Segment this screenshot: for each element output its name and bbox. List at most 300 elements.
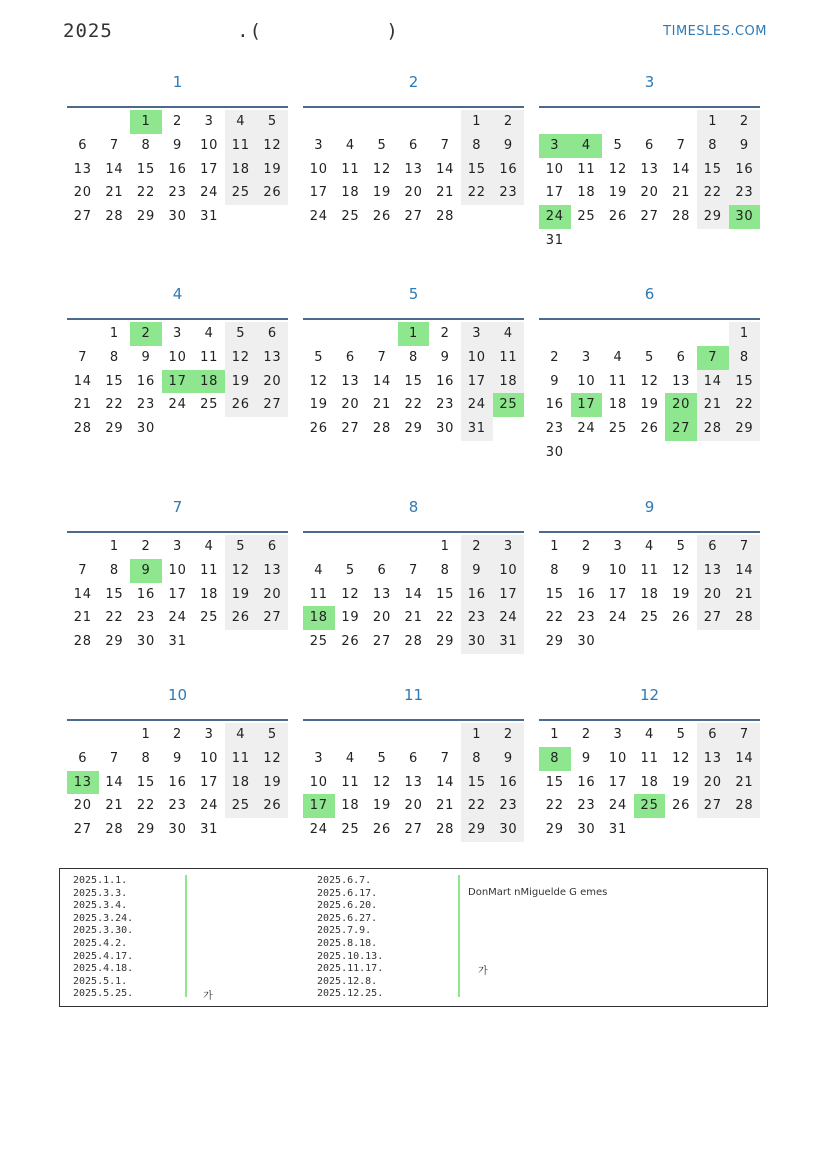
day-cell: 30 [577,634,596,650]
day-cell: 24 [608,798,628,814]
day-cell: 19 [341,610,360,626]
day-cell: 30 [136,421,156,437]
day-cell: 20 [257,583,289,607]
day-cell: 25 [493,393,525,417]
day-cell: 31 [168,634,187,650]
month-10 [67,685,288,838]
day-cell: 30 [136,634,156,650]
day-cell: 23 [493,794,525,818]
day-cell: 18 [225,771,257,795]
day-cell: 22 [136,185,156,201]
day-cell: 18 [640,774,659,790]
day-cell: 8 [461,747,493,771]
day-cell: 28 [697,417,729,441]
day-cell: 23 [136,610,156,626]
day-cell: 19 [672,774,691,790]
month-4 [67,284,288,437]
day-cell: 20 [697,771,729,795]
day-cell: 9 [550,373,560,389]
day-cell: 28 [404,634,423,650]
day-cell: 20 [665,393,697,417]
day-cell: 28 [729,606,761,630]
day-cell: 4 [493,322,525,346]
day-cell: 18 [303,606,335,630]
day-cell: 29 [136,209,156,225]
day-cell: 17 [608,774,628,790]
day-cell: 27 [665,417,697,441]
holiday-date: 2025.6.17. [317,887,378,899]
day-cell: 30 [461,630,493,654]
day-cell: 18 [225,158,257,182]
day-cell: 21 [436,185,455,201]
day-cell: 3 [581,349,591,365]
day-cell: 31 [608,822,628,838]
day-cell: 27 [257,393,289,417]
day-cell: 31 [200,209,219,225]
day-cell: 7 [440,750,450,766]
day-cell: 24 [577,421,596,437]
day-cell: 7 [676,137,686,153]
day-cell: 1 [697,110,729,134]
day-cell: 8 [550,562,560,578]
day-cell: 11 [200,562,219,578]
day-cell: 27 [257,606,289,630]
day-cell: 26 [225,606,257,630]
day-cell: 31 [200,822,219,838]
month-title: 5 [408,285,419,303]
day-cell: 28 [729,794,761,818]
month-title: 2 [408,73,419,91]
day-cell: 24 [309,209,328,225]
month-1 [67,72,288,225]
day-cell: 8 [409,349,419,365]
day-cell: 31 [461,417,493,441]
day-cell: 13 [257,346,289,370]
day-cell: 27 [697,606,729,630]
day-cell: 15 [136,161,156,177]
day-cell: 20 [341,397,360,413]
day-cell: 21 [436,798,455,814]
day-cell: 25 [341,822,360,838]
day-cell: 7 [109,137,119,153]
day-cell: 7 [440,137,450,153]
day-cell: 11 [640,750,659,766]
holiday-date: 2025.6.20. [317,900,378,912]
day-cell: 26 [225,393,257,417]
day-cell: 9 [461,559,493,583]
holiday-date: 2025.4.18. [73,963,134,975]
month-title: 8 [408,498,419,516]
day-cell: 14 [73,586,92,602]
day-cell: 11 [341,161,360,177]
holiday-date: 2025.10.13. [317,950,384,962]
day-cell: 19 [672,586,691,602]
day-cell: 17 [461,370,493,394]
day-cell: 18 [493,370,525,394]
day-cell: 19 [225,370,257,394]
day-cell: 1 [440,539,450,554]
day-cell: 16 [136,586,156,602]
day-cell: 13 [404,161,423,177]
day-cell: 10 [200,137,219,153]
day-cell: 12 [225,346,257,370]
day-cell: 26 [372,209,392,225]
month-grid [303,531,524,656]
day-cell: 27 [697,794,729,818]
day-cell: 27 [372,634,392,650]
day-cell: 12 [372,161,392,177]
day-cell: 2 [141,539,151,554]
day-cell: 26 [672,798,691,814]
day-cell: 13 [697,747,729,771]
day-cell: 28 [436,209,455,225]
day-cell: 26 [608,209,628,225]
month-title: 11 [403,686,424,704]
day-cell: 23 [136,397,156,413]
day-cell: 17 [493,583,525,607]
day-cell: 30 [729,205,761,229]
day-cell: 16 [577,774,596,790]
day-cell: 5 [676,727,686,742]
day-cell: 20 [73,185,92,201]
day-cell: 22 [461,794,493,818]
day-cell: 5 [377,137,387,153]
day-cell: 21 [372,397,392,413]
day-cell: 21 [729,771,761,795]
day-cell: 13 [697,559,729,583]
day-cell: 29 [545,822,564,838]
day-cell: 9 [729,134,761,158]
day-cell: 5 [645,349,655,365]
day-cell: 16 [577,586,596,602]
day-cell: 3 [314,137,324,153]
day-cell: 14 [105,161,124,177]
day-cell: 13 [67,771,99,795]
month-grid [67,106,288,231]
day-cell: 26 [257,181,289,205]
day-cell: 7 [729,723,761,747]
day-cell: 13 [73,161,92,177]
holiday-note-3: 가 [478,966,488,977]
month-5 [303,284,524,437]
day-cell: 19 [225,583,257,607]
day-cell: 26 [372,822,392,838]
day-cell: 21 [404,610,423,626]
holiday-date: 2025.4.2. [73,937,128,949]
day-cell: 10 [493,559,525,583]
day-cell: 10 [545,161,564,177]
day-cell: 1 [461,110,493,134]
day-cell: 5 [613,137,623,153]
holiday-notes-box [59,868,768,1007]
month-9 [539,497,760,650]
day-cell: 24 [608,610,628,626]
day-cell: 21 [73,610,92,626]
day-cell: 29 [436,634,455,650]
day-cell: 9 [493,134,525,158]
day-cell: 2 [581,727,591,742]
day-cell: 16 [461,583,493,607]
day-cell: 5 [377,750,387,766]
day-cell: 8 [440,562,450,578]
day-cell: 4 [345,137,355,153]
day-cell: 4 [204,326,214,341]
day-cell: 1 [550,539,560,554]
day-cell: 19 [309,397,328,413]
day-cell: 10 [168,349,187,365]
day-cell: 25 [225,181,257,205]
day-cell: 23 [729,181,761,205]
day-cell: 11 [200,349,219,365]
day-cell: 6 [676,349,686,365]
day-cell: 12 [608,161,628,177]
month-8 [303,497,524,650]
day-cell: 22 [404,397,423,413]
day-cell: 24 [200,185,219,201]
day-cell: 3 [173,539,183,554]
day-cell: 1 [109,326,119,341]
month-3 [539,72,760,248]
day-cell: 20 [73,798,92,814]
day-cell: 9 [440,349,450,365]
day-cell: 15 [545,774,564,790]
day-cell: 11 [341,774,360,790]
day-cell: 8 [141,137,151,153]
day-cell: 3 [204,114,214,129]
day-cell: 29 [461,818,493,842]
day-cell: 18 [341,185,360,201]
day-cell: 2 [550,349,560,365]
day-cell: 22 [729,393,761,417]
day-cell: 4 [645,727,655,742]
day-cell: 6 [697,723,729,747]
day-cell: 12 [672,750,691,766]
day-cell: 19 [257,158,289,182]
day-cell: 9 [493,747,525,771]
day-cell: 24 [309,822,328,838]
day-cell: 5 [257,723,289,747]
month-title: 6 [644,285,655,303]
month-grid [303,719,524,844]
day-cell: 23 [577,610,596,626]
day-cell: 5 [676,539,686,554]
holiday-date: 2025.4.17. [73,950,134,962]
day-cell: 30 [168,822,187,838]
day-cell: 2 [493,110,525,134]
day-cell: 2 [440,326,450,341]
day-cell: 6 [697,535,729,559]
day-cell: 24 [200,798,219,814]
holiday-date: 2025.3.4. [73,900,128,912]
day-cell: 5 [225,322,257,346]
day-cell: 11 [608,373,628,389]
holiday-dates-column-2 [317,875,383,1001]
day-cell: 9 [581,750,591,766]
day-cell: 14 [372,373,392,389]
day-cell: 1 [461,723,493,747]
day-cell: 10 [309,774,328,790]
holiday-date: 2025.11.17. [317,963,384,975]
day-cell: 16 [136,373,156,389]
day-cell: 15 [461,158,493,182]
day-cell: 13 [672,373,691,389]
month-11 [303,685,524,838]
day-cell: 18 [640,586,659,602]
day-cell: 29 [404,421,423,437]
day-cell: 12 [309,373,328,389]
day-cell: 19 [372,185,392,201]
day-cell: 14 [436,161,455,177]
day-cell: 31 [545,233,564,248]
month-12 [539,685,760,838]
page-title: 2025 .( ) [63,20,399,42]
day-cell: 20 [372,610,392,626]
month-grid [539,719,760,844]
month-grid [539,531,760,656]
day-cell: 16 [436,373,455,389]
day-cell: 12 [341,586,360,602]
day-cell: 14 [436,774,455,790]
day-cell: 10 [577,373,596,389]
day-cell: 28 [73,634,92,650]
day-cell: 24 [493,606,525,630]
day-cell: 15 [436,586,455,602]
day-cell: 5 [257,110,289,134]
day-cell: 3 [204,727,214,742]
day-cell: 22 [545,798,564,814]
day-cell: 9 [173,750,183,766]
day-cell: 24 [168,397,187,413]
day-cell: 12 [372,774,392,790]
day-cell: 22 [461,181,493,205]
day-cell: 3 [493,535,525,559]
day-cell: 29 [697,205,729,229]
day-cell: 6 [409,750,419,766]
day-cell: 17 [309,185,328,201]
day-cell: 25 [640,610,659,626]
day-cell: 27 [404,209,423,225]
day-cell: 3 [314,750,324,766]
site-brand-link[interactable]: TIMESLES.COM [663,24,767,39]
day-cell: 21 [105,798,124,814]
month-grid [539,106,760,255]
month-grid [67,318,288,443]
day-cell: 6 [78,750,88,766]
day-cell: 18 [193,370,225,394]
day-cell: 25 [225,794,257,818]
day-cell: 10 [200,750,219,766]
day-cell: 4 [225,723,257,747]
day-cell: 30 [493,818,525,842]
day-cell: 16 [168,774,187,790]
holiday-marker-bar-1 [185,875,187,997]
month-title: 4 [172,285,183,303]
day-cell: 6 [377,562,387,578]
day-cell: 8 [141,750,151,766]
day-cell: 28 [105,822,124,838]
day-cell: 8 [539,747,571,771]
day-cell: 20 [257,370,289,394]
day-cell: 27 [341,421,360,437]
day-cell: 17 [200,774,219,790]
day-cell: 23 [436,397,455,413]
day-cell: 13 [341,373,360,389]
day-cell: 2 [130,322,162,346]
day-cell: 19 [372,798,392,814]
holiday-date: 2025.6.27. [317,912,378,924]
day-cell: 29 [729,417,761,441]
day-cell: 11 [225,747,257,771]
day-cell: 15 [697,158,729,182]
day-cell: 20 [640,185,659,201]
day-cell: 7 [377,349,387,365]
day-cell: 11 [640,562,659,578]
day-cell: 22 [105,610,124,626]
day-cell: 12 [257,747,289,771]
day-cell: 1 [141,727,151,742]
day-cell: 6 [257,322,289,346]
day-cell: 30 [436,421,455,437]
day-cell: 21 [672,185,691,201]
day-cell: 6 [409,137,419,153]
day-cell: 13 [640,161,659,177]
day-cell: 27 [73,209,92,225]
day-cell: 20 [404,185,423,201]
day-cell: 8 [729,346,761,370]
day-cell: 16 [729,158,761,182]
day-cell: 20 [404,798,423,814]
day-cell: 19 [608,185,628,201]
day-cell: 26 [640,421,659,437]
month-7 [67,497,288,650]
day-cell: 26 [309,421,328,437]
month-grid [67,719,288,844]
day-cell: 1 [550,727,560,742]
holiday-date: 2025.12.25. [317,988,384,1000]
day-cell: 1 [109,539,119,554]
day-cell: 17 [168,586,187,602]
day-cell: 17 [200,161,219,177]
day-cell: 22 [697,181,729,205]
holiday-date: 2025.5.1. [73,975,128,987]
day-cell: 14 [105,774,124,790]
day-cell: 14 [672,161,691,177]
day-cell: 11 [309,586,328,602]
day-cell: 14 [729,747,761,771]
day-cell: 23 [545,421,564,437]
day-cell: 15 [105,586,124,602]
day-cell: 2 [581,539,591,554]
day-cell: 9 [581,562,591,578]
day-cell: 4 [314,562,324,578]
day-cell: 28 [105,209,124,225]
month-grid [67,531,288,656]
day-cell: 2 [729,110,761,134]
day-cell: 2 [173,727,183,742]
day-cell: 5 [225,535,257,559]
day-cell: 25 [634,794,666,818]
day-cell: 12 [672,562,691,578]
day-cell: 6 [345,349,355,365]
day-cell: 25 [341,209,360,225]
day-cell: 30 [577,822,596,838]
day-cell: 27 [73,822,92,838]
day-cell: 30 [545,445,564,460]
day-cell: 7 [78,349,88,365]
day-cell: 16 [168,161,187,177]
day-cell: 24 [539,205,571,229]
day-cell: 1 [130,110,162,134]
